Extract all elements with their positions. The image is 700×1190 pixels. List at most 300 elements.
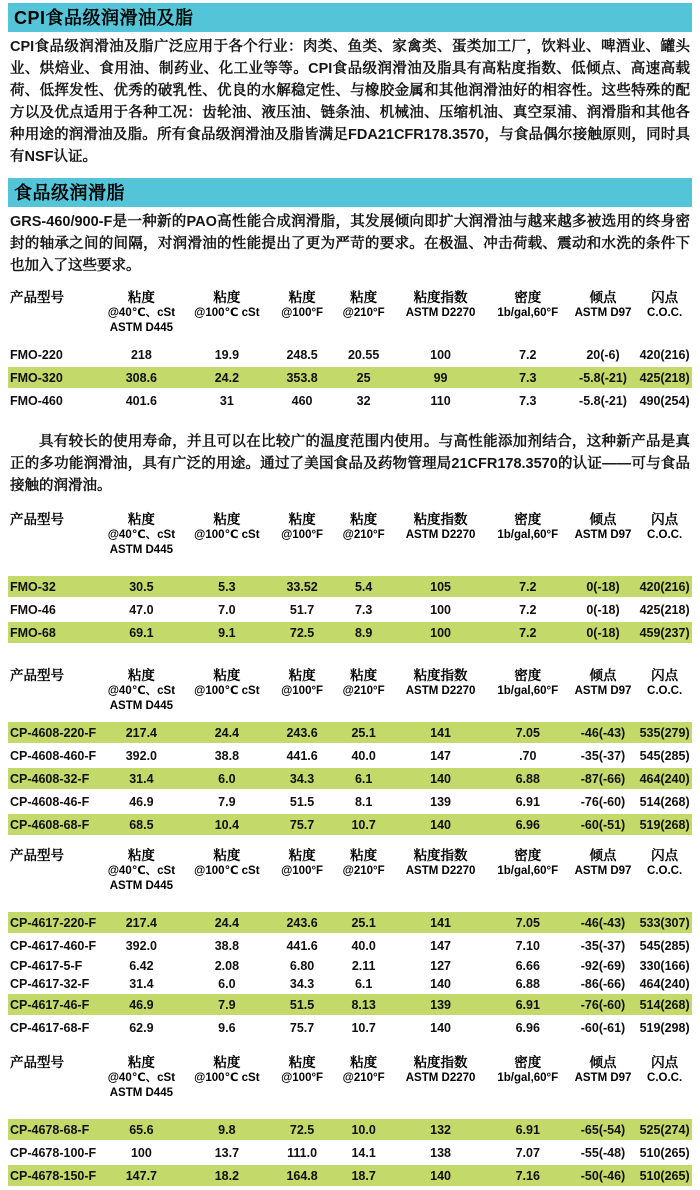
spec-table bbox=[8, 1050, 692, 1188]
value-cell: 47.0 bbox=[129, 602, 154, 617]
column-header bbox=[394, 1052, 486, 1107]
value-cell: 464(240) bbox=[639, 977, 690, 991]
value-cell: 75.7 bbox=[289, 1020, 315, 1035]
value-cell: 20(-6) bbox=[586, 347, 620, 362]
value-cell: 514(268) bbox=[639, 794, 690, 809]
value-cell: 141 bbox=[394, 722, 486, 743]
column-subtitle: ASTM D2270 bbox=[405, 307, 476, 319]
value-cell: 353.8 bbox=[271, 367, 333, 388]
value-cell: 75.7 bbox=[271, 814, 333, 835]
value-cell: 7.9 bbox=[182, 994, 271, 1015]
value-cell: 10.0 bbox=[333, 1119, 395, 1140]
column-subtitle: C.O.C. bbox=[647, 307, 683, 319]
value-cell: 8.13 bbox=[333, 994, 395, 1015]
column-header bbox=[333, 287, 395, 342]
column-header bbox=[182, 287, 271, 342]
value-cell: 147.7 bbox=[100, 1165, 182, 1186]
product-model-cell: FMO-32 bbox=[8, 576, 100, 597]
value-cell: 100 bbox=[430, 602, 451, 617]
value-cell: 164.8 bbox=[271, 1165, 333, 1186]
value-cell: 33.52 bbox=[271, 576, 333, 597]
column-title: 粘度 bbox=[288, 668, 316, 683]
value-cell: 31 bbox=[219, 393, 234, 408]
product-model-cell: FMO-220 bbox=[10, 347, 63, 362]
column-subtitle: C.O.C. bbox=[647, 865, 683, 877]
table-row bbox=[8, 935, 692, 956]
value-cell: 460 bbox=[291, 393, 313, 408]
product-model-cell: FMO-46 bbox=[10, 602, 56, 617]
column-subtitle: @100°F bbox=[281, 529, 324, 541]
column-header bbox=[182, 1052, 271, 1107]
value-cell: 31.4 bbox=[129, 977, 154, 991]
product-model-cell: CP-4617-460-F bbox=[10, 938, 97, 953]
value-cell: 51.5 bbox=[271, 994, 333, 1015]
value-cell: 99 bbox=[394, 367, 486, 388]
value-cell: 535(279) bbox=[637, 722, 692, 743]
column-subtitle: @210°F bbox=[342, 865, 385, 877]
grease-paragraph: GRS-460/900-F是一种新的PAO高性能合成润滑脂，其发展倾向即扩大润滑油与越来越多被选用的终身密封的轴承之间的间隔，对润滑油的性能提出了更为严苛的要求。在极温、冲击荷载、震动和水洗的条件下也加入了这些要求。 bbox=[10, 214, 690, 274]
column-subtitle: @100°F bbox=[281, 307, 324, 319]
table-row bbox=[8, 976, 692, 992]
column-title: 倾点 bbox=[589, 668, 617, 683]
value-cell: 7.07 bbox=[515, 1145, 540, 1160]
table-row bbox=[8, 1142, 692, 1163]
column-header bbox=[487, 1052, 569, 1107]
column-subtitle: @40℃、cSt bbox=[107, 529, 176, 541]
column-subtitle: @40℃、cSt bbox=[107, 1072, 176, 1084]
product-model-cell: CP-4608-68-F bbox=[8, 814, 100, 835]
column-header bbox=[271, 665, 333, 720]
value-cell: 2.08 bbox=[214, 959, 240, 973]
table-row bbox=[8, 994, 692, 1015]
value-cell: 10.7 bbox=[351, 1020, 376, 1035]
column-subtitle: @210°F bbox=[342, 1072, 385, 1084]
value-cell: 420(216) bbox=[639, 347, 690, 362]
value-cell: 7.05 bbox=[487, 912, 569, 933]
table-header-row bbox=[8, 1052, 692, 1107]
value-cell: 13.7 bbox=[214, 1145, 240, 1160]
value-cell: 420(216) bbox=[637, 576, 692, 597]
value-cell: 217.4 bbox=[100, 722, 182, 743]
value-cell: 46.9 bbox=[100, 994, 182, 1015]
column-title: 粘度 bbox=[350, 290, 378, 305]
value-cell: 6.88 bbox=[487, 768, 569, 789]
value-cell: 6.96 bbox=[487, 814, 569, 835]
column-subtitle: @210°F bbox=[342, 529, 385, 541]
column-title: 粘度 bbox=[213, 290, 241, 305]
table-row bbox=[8, 912, 692, 933]
value-cell: 9.1 bbox=[182, 622, 271, 643]
section-bar-main bbox=[8, 3, 692, 32]
column-title: 粘度指数 bbox=[413, 848, 468, 863]
table-row bbox=[8, 791, 692, 812]
value-cell: 24.4 bbox=[182, 722, 271, 743]
column-title: 倾点 bbox=[589, 290, 617, 305]
value-cell: 7.3 bbox=[519, 393, 537, 408]
product-model-cell: FMO-320 bbox=[8, 367, 100, 388]
value-cell: -65(-54) bbox=[569, 1119, 637, 1140]
value-cell: 14.1 bbox=[351, 1145, 376, 1160]
column-title: 粘度 bbox=[350, 512, 378, 527]
column-title: 闪点 bbox=[651, 848, 679, 863]
value-cell: -76(-60) bbox=[580, 794, 626, 809]
column-title: 产品型号 bbox=[10, 848, 64, 863]
column-title: 密度 bbox=[514, 668, 542, 683]
value-cell: 139 bbox=[394, 994, 486, 1015]
column-header bbox=[333, 665, 395, 720]
value-cell: 100 bbox=[394, 622, 486, 643]
column-header bbox=[487, 665, 569, 720]
column-header-model bbox=[8, 509, 100, 564]
column-subtitle: @210°F bbox=[342, 685, 385, 697]
value-cell: -5.8(-21) bbox=[579, 393, 627, 408]
value-cell: 7.2 bbox=[519, 602, 537, 617]
value-cell: 140 bbox=[430, 977, 451, 991]
column-header bbox=[100, 509, 182, 564]
value-cell: -87(-66) bbox=[569, 768, 637, 789]
column-header bbox=[182, 845, 271, 900]
spec-table-cp4678 bbox=[8, 1050, 692, 1188]
column-subtitle: 1b/gal,60°F bbox=[497, 865, 559, 877]
value-cell: 545(285) bbox=[639, 938, 690, 953]
value-cell: 401.6 bbox=[125, 393, 157, 408]
value-cell: 38.8 bbox=[214, 748, 240, 763]
value-cell: 6.91 bbox=[515, 794, 540, 809]
column-header bbox=[182, 665, 271, 720]
table-row bbox=[8, 1119, 692, 1140]
column-header bbox=[100, 665, 182, 720]
column-subtitle: 1b/gal,60°F bbox=[497, 307, 559, 319]
value-cell: 425(218) bbox=[637, 367, 692, 388]
value-cell: 31.4 bbox=[100, 768, 182, 789]
value-cell: 6.96 bbox=[515, 1020, 540, 1035]
column-title: 闪点 bbox=[651, 1055, 679, 1070]
value-cell: 111.0 bbox=[287, 1145, 318, 1160]
table-row bbox=[8, 722, 692, 743]
column-header bbox=[394, 287, 486, 342]
column-subtitle: @210°F bbox=[342, 307, 385, 319]
column-subtitle: 1b/gal,60°F bbox=[497, 529, 559, 541]
value-cell: -5.8(-21) bbox=[569, 367, 637, 388]
value-cell: 38.8 bbox=[214, 938, 240, 953]
table-row bbox=[8, 599, 692, 620]
value-cell: 20.55 bbox=[347, 347, 380, 362]
column-title: 粘度指数 bbox=[413, 668, 468, 683]
value-cell: -46(-43) bbox=[569, 912, 637, 933]
value-cell: -35(-37) bbox=[580, 748, 626, 763]
column-header bbox=[637, 1052, 692, 1107]
page-title: CPI食品级润滑油及脂 bbox=[14, 8, 194, 28]
column-title: 粘度 bbox=[127, 512, 155, 527]
value-cell: 8.9 bbox=[333, 622, 395, 643]
value-cell: -55(-48) bbox=[580, 1145, 626, 1160]
column-header bbox=[100, 845, 182, 900]
product-model-cell: CP-4608-32-F bbox=[8, 768, 100, 789]
spec-table-fmo-heavy bbox=[8, 285, 692, 413]
value-cell: 425(218) bbox=[639, 602, 690, 617]
column-header bbox=[271, 1052, 333, 1107]
column-title: 粘度 bbox=[213, 848, 241, 863]
value-cell: -46(-43) bbox=[569, 722, 637, 743]
value-cell: 147 bbox=[430, 938, 451, 953]
column-title: 密度 bbox=[514, 848, 542, 863]
value-cell: 6.1 bbox=[333, 768, 395, 789]
value-cell: 25.1 bbox=[333, 722, 395, 743]
value-cell: 2.11 bbox=[351, 959, 376, 973]
value-cell: 218 bbox=[130, 347, 152, 362]
column-header bbox=[271, 509, 333, 564]
value-cell: 110 bbox=[430, 393, 451, 408]
product-model-cell: CP-4678-150-F bbox=[8, 1165, 100, 1186]
value-cell: 441.6 bbox=[286, 938, 318, 953]
column-title: 粘度指数 bbox=[413, 290, 468, 305]
column-title: 粘度 bbox=[127, 290, 155, 305]
value-cell: 6.66 bbox=[515, 959, 540, 973]
value-cell: 24.4 bbox=[182, 912, 271, 933]
column-subtitle: 1b/gal,60°F bbox=[497, 685, 559, 697]
value-cell: 525(274) bbox=[637, 1119, 692, 1140]
value-cell: 8.1 bbox=[354, 794, 373, 809]
column-subtitle: @100℃ cSt bbox=[194, 685, 260, 697]
column-subtitle: @100℃ cSt bbox=[194, 1072, 260, 1084]
value-cell: 7.0 bbox=[218, 602, 236, 617]
column-header bbox=[637, 665, 692, 720]
column-title: 粘度 bbox=[288, 512, 316, 527]
value-cell: 10.7 bbox=[333, 814, 395, 835]
column-subtitle: ASTM D97 bbox=[574, 529, 632, 541]
value-cell: .70 bbox=[519, 748, 537, 763]
column-title: 粘度 bbox=[213, 1055, 241, 1070]
value-cell: 7.10 bbox=[515, 938, 540, 953]
table-row bbox=[8, 576, 692, 597]
value-cell: 9.6 bbox=[218, 1020, 236, 1035]
column-subtitle: ASTM D97 bbox=[574, 685, 632, 697]
column-header-model bbox=[8, 287, 100, 342]
table-row bbox=[8, 390, 692, 411]
value-cell: 34.3 bbox=[271, 768, 333, 789]
value-cell: 7.2 bbox=[487, 622, 569, 643]
column-subtitle: C.O.C. bbox=[647, 685, 683, 697]
column-header bbox=[569, 665, 637, 720]
value-cell: 100 bbox=[130, 1145, 152, 1160]
value-cell: -92(-69) bbox=[580, 959, 626, 973]
value-cell: 441.6 bbox=[286, 748, 318, 763]
value-cell: 248.5 bbox=[286, 347, 318, 362]
column-header bbox=[100, 1052, 182, 1107]
product-model-cell: CP-4608-460-F bbox=[10, 748, 97, 763]
spec-table-cp4617 bbox=[8, 843, 692, 1040]
value-cell: 105 bbox=[394, 576, 486, 597]
column-subtitle: C.O.C. bbox=[647, 529, 683, 541]
table-row bbox=[8, 367, 692, 388]
column-subtitle: @100℃ cSt bbox=[194, 529, 260, 541]
value-cell: -35(-37) bbox=[580, 938, 626, 953]
value-cell: -86(-66) bbox=[580, 977, 626, 991]
column-subtitle: ASTM D97 bbox=[574, 1072, 632, 1084]
column-subtitle: ASTM D445 bbox=[109, 322, 173, 334]
column-title: 粘度 bbox=[288, 848, 316, 863]
value-cell: 62.9 bbox=[129, 1020, 154, 1035]
column-subtitle: ASTM D2270 bbox=[405, 685, 476, 697]
table-header-row bbox=[8, 287, 692, 342]
column-subtitle: ASTM D445 bbox=[109, 544, 173, 556]
value-cell: 30.5 bbox=[100, 576, 182, 597]
value-cell: 72.5 bbox=[271, 622, 333, 643]
value-cell: -60(-61) bbox=[580, 1020, 626, 1035]
value-cell: 140 bbox=[394, 768, 486, 789]
column-title: 倾点 bbox=[589, 512, 617, 527]
product-model-cell: CP-4617-220-F bbox=[8, 912, 100, 933]
column-title: 粘度指数 bbox=[413, 1055, 468, 1070]
column-subtitle: 1b/gal,60°F bbox=[497, 1072, 559, 1084]
table-row bbox=[8, 1017, 692, 1038]
column-header bbox=[394, 665, 486, 720]
value-cell: 7.2 bbox=[487, 576, 569, 597]
column-subtitle: @40℃、cSt bbox=[107, 685, 176, 697]
column-subtitle: ASTM D97 bbox=[574, 865, 632, 877]
value-cell: 40.0 bbox=[351, 938, 376, 953]
section-bar-grease bbox=[8, 178, 692, 207]
product-model-cell: CP-4678-100-F bbox=[10, 1145, 97, 1160]
column-header bbox=[569, 287, 637, 342]
column-header bbox=[487, 509, 569, 564]
value-cell: 308.6 bbox=[100, 367, 182, 388]
table-header-row bbox=[8, 509, 692, 564]
product-model-cell: CP-4617-68-F bbox=[10, 1020, 90, 1035]
mid-paragraph: 具有较长的使用寿命，并且可以在比较广的温度范围内使用。与高性能添加剂结合，这种新产品是真正的多功能润滑油，具有广泛的用途。通过了美国食品及药物管理局21CFR178.3570的认证——可与食品接触的润滑油。 bbox=[10, 434, 690, 494]
table-row bbox=[8, 344, 692, 365]
column-header bbox=[182, 509, 271, 564]
column-subtitle: ASTM D445 bbox=[109, 700, 173, 712]
value-cell: 459(237) bbox=[637, 622, 692, 643]
column-subtitle: @40℃、cSt bbox=[107, 865, 176, 877]
value-cell: 51.5 bbox=[289, 794, 315, 809]
column-title: 倾点 bbox=[589, 848, 617, 863]
column-subtitle: ASTM D445 bbox=[109, 1087, 173, 1099]
column-title: 粘度 bbox=[288, 290, 316, 305]
value-cell: 519(298) bbox=[639, 1020, 690, 1035]
column-title: 粘度 bbox=[127, 1055, 155, 1070]
product-model-cell: CP-4678-68-F bbox=[8, 1119, 100, 1140]
value-cell: 7.2 bbox=[519, 347, 537, 362]
value-cell: 19.9 bbox=[214, 347, 240, 362]
value-cell: 40.0 bbox=[351, 748, 376, 763]
column-title: 粘度指数 bbox=[413, 512, 468, 527]
column-title: 粘度 bbox=[350, 1055, 378, 1070]
value-cell: 392.0 bbox=[125, 938, 157, 953]
product-model-cell: FMO-460 bbox=[10, 393, 63, 408]
column-header bbox=[637, 509, 692, 564]
spec-table-cp4608 bbox=[8, 663, 692, 837]
column-subtitle: ASTM D2270 bbox=[405, 529, 476, 541]
column-title: 产品型号 bbox=[10, 668, 64, 683]
value-cell: 6.0 bbox=[218, 977, 236, 991]
spec-table bbox=[8, 285, 692, 413]
value-cell: 7.05 bbox=[487, 722, 569, 743]
column-subtitle: C.O.C. bbox=[647, 1072, 683, 1084]
column-subtitle: @100°F bbox=[281, 685, 324, 697]
column-header bbox=[100, 287, 182, 342]
column-header bbox=[271, 287, 333, 342]
product-model-cell: CP-4617-5-F bbox=[10, 959, 83, 973]
table-row bbox=[8, 768, 692, 789]
value-cell: 545(285) bbox=[639, 748, 690, 763]
column-header bbox=[487, 287, 569, 342]
table-row bbox=[8, 814, 692, 835]
column-header bbox=[271, 845, 333, 900]
column-subtitle: @100℃ cSt bbox=[194, 865, 260, 877]
product-model-cell: CP-4617-46-F bbox=[8, 994, 100, 1015]
column-subtitle: ASTM D445 bbox=[109, 880, 173, 892]
value-cell: 127 bbox=[430, 959, 451, 973]
table-row bbox=[8, 1165, 692, 1186]
value-cell: 65.6 bbox=[100, 1119, 182, 1140]
value-cell: 6.0 bbox=[182, 768, 271, 789]
value-cell: -50(-46) bbox=[569, 1165, 637, 1186]
product-model-cell: CP-4608-46-F bbox=[10, 794, 90, 809]
column-header bbox=[637, 287, 692, 342]
value-cell: 147 bbox=[430, 748, 451, 763]
column-header bbox=[569, 1052, 637, 1107]
value-cell: 217.4 bbox=[100, 912, 182, 933]
value-cell: 139 bbox=[430, 794, 451, 809]
column-title: 粘度 bbox=[213, 668, 241, 683]
column-title: 产品型号 bbox=[10, 512, 64, 527]
intro-paragraph: CPI食品级润滑油及脂广泛应用于各个行业：肉类、鱼类、家禽类、蛋类加工厂，饮料业、啤酒业、罐头业、烘焙业、食用油、制药业、化工业等等。CPI食品级润滑油及脂具有高粘度指数、低倾点、高速高载荷、低挥发性、优秀的破乳性、优良的水解稳定性、与橡胶金属和其他润滑油好的相容性。这些特殊的配方以及优点适用于各种工况：齿轮油、液压油、链条油、机械油、压缩机油、真空泵浦、润滑脂和其他各种用途的润滑油及脂。所有食品级润滑油及脂皆满足FDA21CFR178.3570，与食品偶尔接触原则，同时具有NSF认证。 bbox=[10, 39, 690, 165]
value-cell: 392.0 bbox=[125, 748, 157, 763]
value-cell: 6.80 bbox=[289, 959, 315, 973]
value-cell: 6.42 bbox=[129, 959, 154, 973]
column-subtitle: ASTM D97 bbox=[574, 307, 632, 319]
column-header bbox=[394, 845, 486, 900]
table-header-row bbox=[8, 665, 692, 720]
value-cell: 132 bbox=[394, 1119, 486, 1140]
value-cell: 5.4 bbox=[333, 576, 395, 597]
value-cell: 46.9 bbox=[129, 794, 154, 809]
value-cell: 0(-18) bbox=[586, 602, 620, 617]
value-cell: 51.7 bbox=[289, 602, 315, 617]
value-cell: 32 bbox=[356, 393, 371, 408]
table-row bbox=[8, 745, 692, 766]
column-title: 倾点 bbox=[589, 1055, 617, 1070]
value-cell: 140 bbox=[430, 1020, 451, 1035]
value-cell: 330(166) bbox=[639, 959, 690, 973]
column-title: 产品型号 bbox=[10, 1055, 64, 1070]
value-cell: -60(-51) bbox=[569, 814, 637, 835]
spec-table bbox=[8, 507, 692, 645]
column-subtitle: ASTM D2270 bbox=[405, 1072, 476, 1084]
column-header-model bbox=[8, 845, 100, 900]
value-cell: 72.5 bbox=[271, 1119, 333, 1140]
value-cell: 18.7 bbox=[333, 1165, 395, 1186]
value-cell: 7.3 bbox=[354, 602, 373, 617]
column-title: 密度 bbox=[514, 1055, 542, 1070]
value-cell: -76(-60) bbox=[569, 994, 637, 1015]
column-subtitle: @100°F bbox=[281, 865, 324, 877]
value-cell: 25 bbox=[333, 367, 395, 388]
column-header bbox=[333, 509, 395, 564]
value-cell: 533(307) bbox=[637, 912, 692, 933]
column-header bbox=[569, 509, 637, 564]
column-title: 闪点 bbox=[651, 668, 679, 683]
column-subtitle: @40℃、cSt bbox=[107, 307, 176, 319]
value-cell: 510(265) bbox=[639, 1145, 690, 1160]
value-cell: 140 bbox=[394, 814, 486, 835]
value-cell: 519(268) bbox=[637, 814, 692, 835]
value-cell: 243.6 bbox=[271, 912, 333, 933]
column-header bbox=[569, 845, 637, 900]
value-cell: 138 bbox=[430, 1145, 451, 1160]
